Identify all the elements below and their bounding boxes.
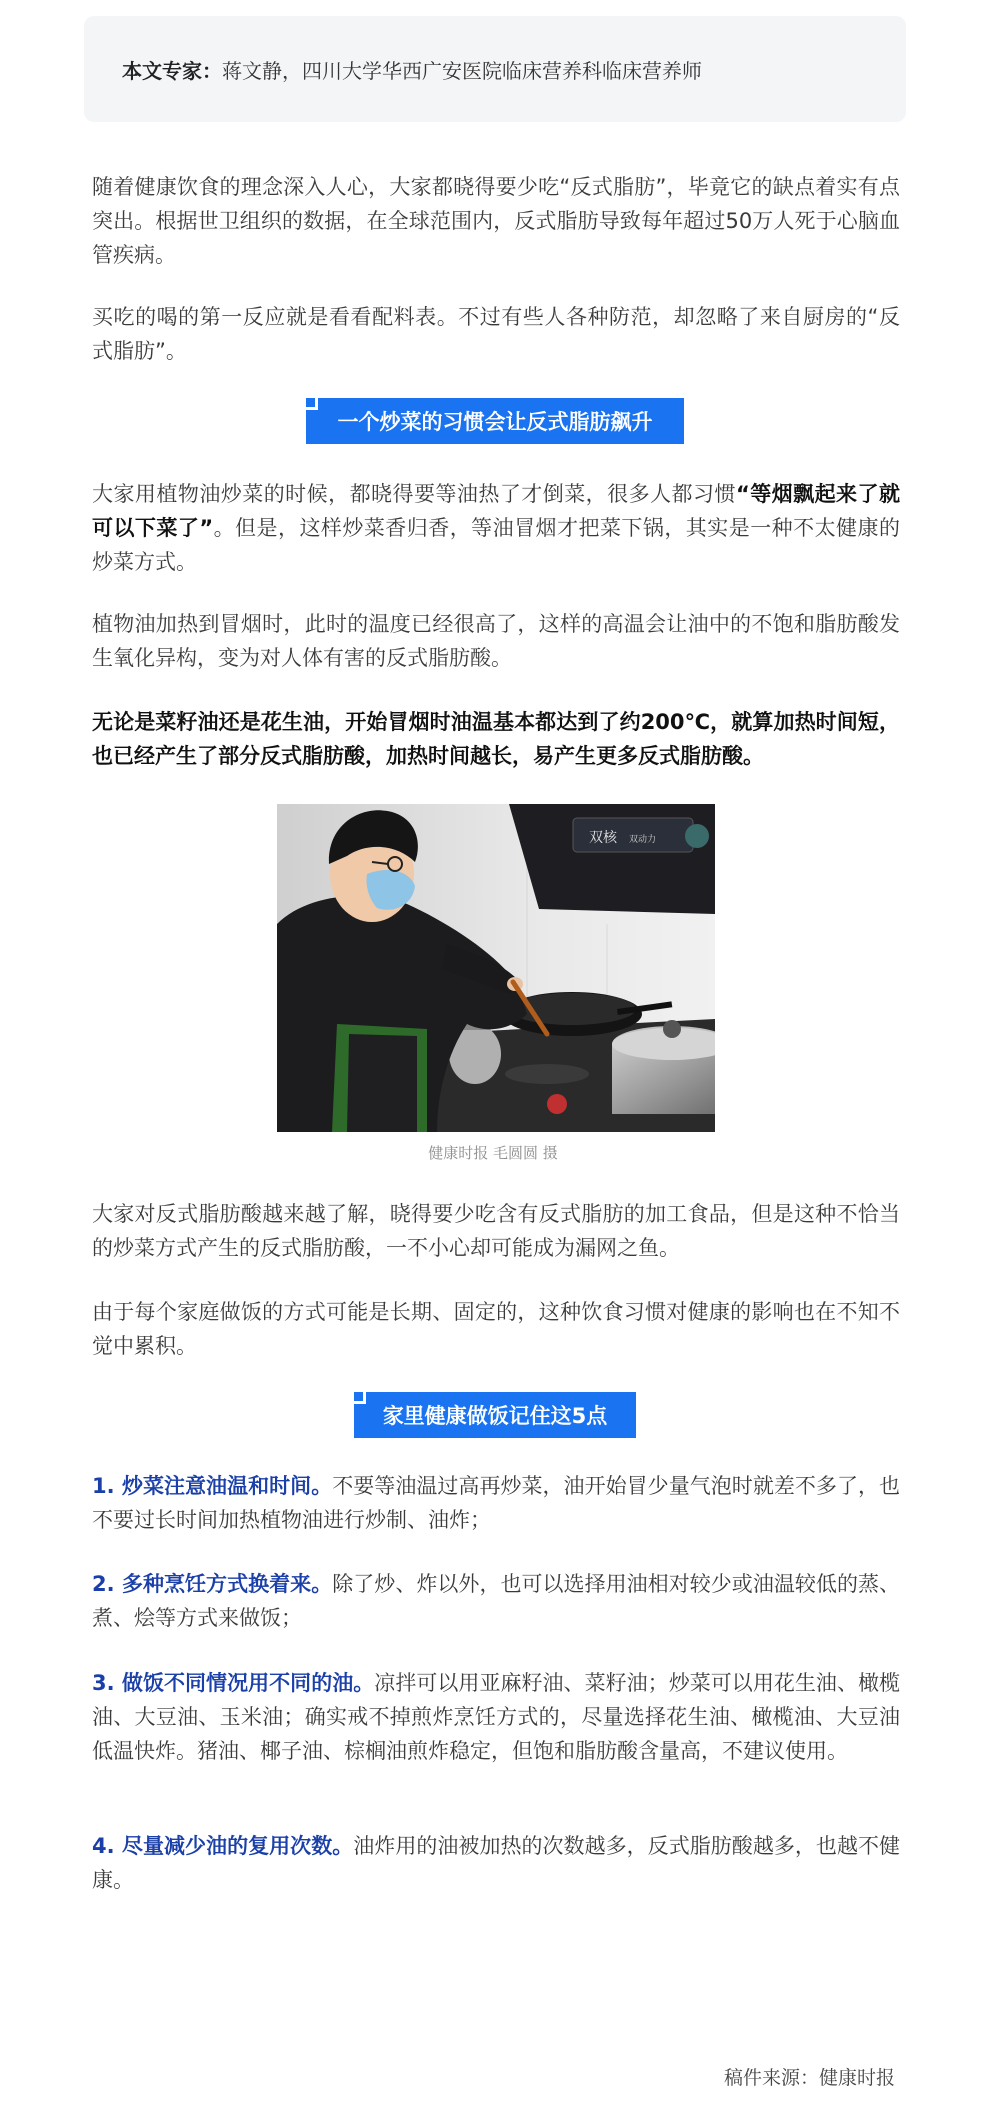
middle-paragraph-2: 由于每个家庭做饭的方式可能是长期、固定的，这种饮食习惯对健康的影响也在不知不觉中累积。 xyxy=(92,1300,900,1358)
tip-2-title: 2. 多种烹饪方式换着来。 xyxy=(92,1572,333,1596)
section1-p1-after: 。但是，这样炒菜香归香，等油冒烟才把菜下锅，其实是一种不太健康的炒菜方式。 xyxy=(92,516,900,574)
intro-paragraph-1: 随着健康饮食的理念深入人心，大家都晓得要少吃“反式脂肪”，毕竟它的缺点着实有点突出。根据世卫组织的数据，在全球范围内，反式脂肪导致每年超过50万人死于心脑血管疾病。 xyxy=(92,175,900,267)
tip-4-title: 4. 尽量减少油的复用次数。 xyxy=(92,1834,354,1858)
expert-info-box xyxy=(84,16,906,122)
tip-3 xyxy=(92,1666,900,1768)
section-heading-2 xyxy=(354,1392,636,1438)
section1-p1-before: 大家用植物油炒菜的时候，都晓得要等油热了才倒菜，很多人都习惯 xyxy=(92,482,736,506)
section-heading-1 xyxy=(306,398,684,444)
section-heading-1-text: 一个炒菜的习惯会让反式脂肪飙升 xyxy=(337,410,653,434)
photo-caption: 健康时报 毛圆圆 摄 xyxy=(428,1144,558,1162)
tip-1-title: 1. 炒菜注意油温和时间。 xyxy=(92,1474,333,1498)
tip-2 xyxy=(92,1567,900,1635)
tip-4 xyxy=(92,1829,900,1897)
section1-paragraph-2: 植物油加热到冒烟时，此时的温度已经很高了，这样的高温会让油中的不饱和脂肪酸发生氧化异构，变为对人体有害的反式脂肪酸。 xyxy=(92,612,900,670)
cooking-photo xyxy=(277,804,715,1132)
hood-brand-text: 双核 xyxy=(589,830,617,846)
intro-paragraph-2: 买吃的喝的第一反应就是看看配料表。不过有些人各种防范，却忽略了来自厨房的“反式脂肪”。 xyxy=(92,305,900,363)
article-source: 稿件来源：健康时报 xyxy=(723,2067,895,2089)
tip-4-text: 油炸用的油被加热的次数越多，反式脂肪酸越多，也越不健康。 xyxy=(92,1834,901,1892)
section1-p1-emphasis: “等烟飘起来了就可以下菜了” xyxy=(92,482,900,540)
section-heading-2-text: 家里健康做饭记住这5点 xyxy=(382,1404,608,1428)
hood-sub-text: 双动力 xyxy=(629,835,657,845)
tip-3-title: 3. 做饭不同情况用不同的油。 xyxy=(92,1671,375,1695)
tip-3-text: 凉拌可以用亚麻籽油、菜籽油；炒菜可以用花生油、橄榄油、大豆油、玉米油；确实戒不掉煎炸烹饪方式的，尽量选择花生油、橄榄油、大豆油低温快炸。猪油、椰子油、棕榈油煎炸稳定，但饱和脂肪酸含量高，不建议使用。 xyxy=(92,1671,901,1763)
heading-corner-decoration xyxy=(354,1392,366,1404)
tip-1-text: 不要等油温过高再炒菜，油开始冒少量气泡时就差不多了，也不要过长时间加热植物油进行炒制、油炸； xyxy=(92,1474,901,1532)
middle-paragraph-1: 大家对反式脂肪酸越来越了解，晓得要少吃含有反式脂肪的加工食品，但是这种不恰当的炒菜方式产生的反式脂肪酸，一不小心却可能成为漏网之鱼。 xyxy=(92,1202,900,1260)
tip-2-text: 除了炒、炸以外，也可以选择用油相对较少或油温较低的蒸、煮、烩等方式来做饭； xyxy=(92,1572,901,1630)
section1-paragraph-3: 无论是菜籽油还是花生油，开始冒烟时油温基本都达到了约200℃，就算加热时间短，也已经产生了部分反式脂肪酸，加热时间越长，易产生更多反式脂肪酸。 xyxy=(92,710,900,768)
cooking-photo-illustration xyxy=(277,804,715,1132)
heading-corner-decoration xyxy=(306,398,318,410)
section1-paragraph-1 xyxy=(92,477,900,579)
expert-label: 本文专家： xyxy=(122,58,222,83)
tip-1 xyxy=(92,1469,900,1537)
expert-text: 蒋文静，四川大学华西广安医院临床营养科临床营养师 xyxy=(222,58,702,83)
